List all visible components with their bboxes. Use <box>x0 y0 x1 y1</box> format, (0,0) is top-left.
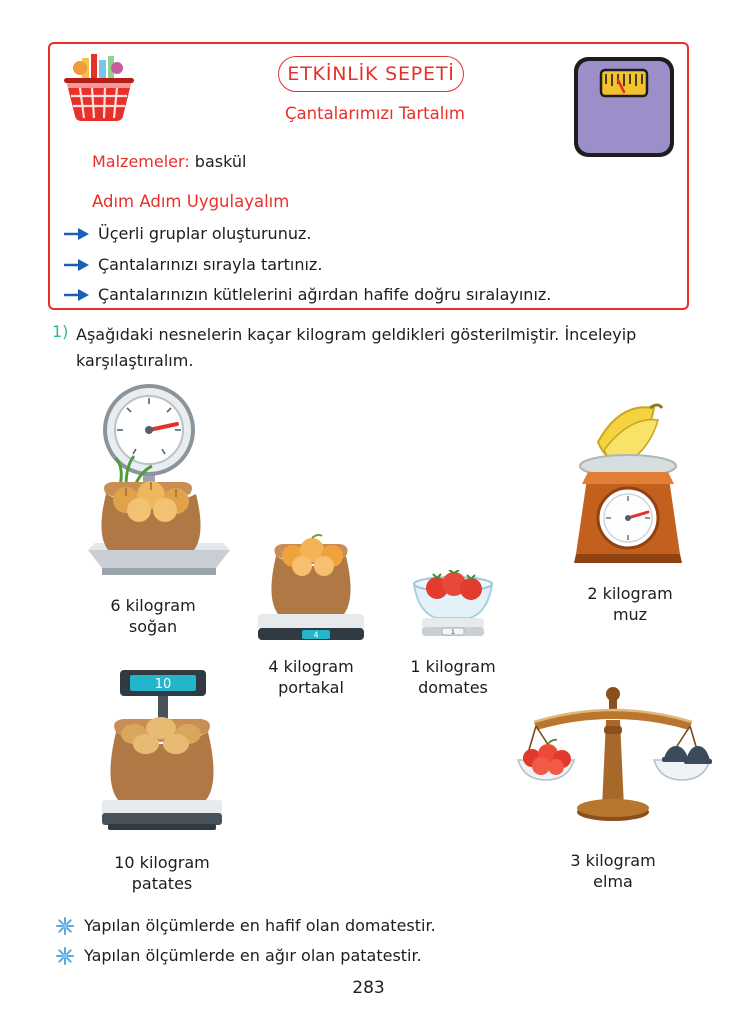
step-label: Çantalarınızın kütlelerini ağırdan hafife doğru sıralayınız. <box>98 285 552 304</box>
activity-box <box>48 42 689 310</box>
dial-scale-with-onion-sack-icon <box>48 382 258 587</box>
scale-display-value: 1 <box>450 628 456 636</box>
figure-weight: 10 kilogram <box>114 853 210 872</box>
note-label: Yapılan ölçümlerde en hafif olan domatestir. <box>84 916 436 935</box>
snowflake-bullet-icon <box>56 917 74 935</box>
arrow-right-icon <box>64 227 90 241</box>
digital-scale-with-potato-sack-icon <box>72 664 252 844</box>
arrow-right-icon <box>64 288 90 302</box>
scale-display-value: 10 <box>154 677 172 692</box>
figure-weight: 3 kilogram <box>570 851 656 870</box>
figure-caption <box>48 595 258 637</box>
figure-caption <box>392 656 514 698</box>
figure-item: portakal <box>278 678 344 697</box>
step-label: Üçerli gruplar oluşturunuz. <box>98 224 312 243</box>
figure-portakal <box>236 520 386 698</box>
figure-weight: 1 kilogram <box>410 657 496 676</box>
digital-scale-with-orange-sack-icon <box>236 520 386 648</box>
note-label: Yapılan ölçümlerde en ağır olan patatestir. <box>84 946 422 965</box>
figure-weight: 4 kilogram <box>268 657 354 676</box>
steps-heading: Adım Adım Uygulayalım <box>92 192 290 211</box>
step-item <box>64 224 311 243</box>
question-text: Aşağıdaki nesnelerin kaçar kilogram geldikleri gösterilmiştir. İnceleyip karşılaştıralım. <box>76 325 637 370</box>
figure-caption <box>508 850 718 892</box>
materials-line <box>92 152 246 171</box>
step-item <box>64 285 551 304</box>
figure-item: elma <box>593 872 633 891</box>
balance-scale-with-apples-icon <box>508 682 718 842</box>
bathroom-scale-icon <box>571 54 677 160</box>
figure-domates <box>392 570 514 698</box>
figure-patates <box>72 664 252 894</box>
figure-item: domates <box>418 678 488 697</box>
note-item <box>56 916 436 935</box>
activity-subtitle: Çantalarımızı Tartalım <box>285 104 465 123</box>
figure-sogan <box>48 382 258 637</box>
figure-item: patates <box>131 874 193 893</box>
figure-caption <box>540 583 720 625</box>
question-number: 1) <box>52 322 69 341</box>
materials-value: baskül <box>194 152 247 171</box>
kitchen-scale-with-tomatoes-icon <box>392 570 514 648</box>
figure-caption <box>236 656 386 698</box>
figure-item: soğan <box>128 617 178 636</box>
orange-dial-scale-with-bananas-icon <box>540 400 720 575</box>
scale-display-value: 4 <box>313 630 319 640</box>
figure-muz <box>540 400 720 625</box>
materials-label: Malzemeler: <box>92 152 190 171</box>
snowflake-bullet-icon <box>56 947 74 965</box>
page-number: 283 <box>352 978 385 998</box>
figure-elma <box>508 682 718 892</box>
note-item <box>56 946 422 965</box>
figure-caption <box>72 852 252 894</box>
figure-weight: 2 kilogram <box>587 584 673 603</box>
step-label: Çantalarınızı sırayla tartınız. <box>98 255 323 274</box>
figure-item: muz <box>612 605 648 624</box>
activity-title: ETKİNLİK SEPETİ <box>278 56 464 92</box>
step-item <box>64 255 322 274</box>
shopping-basket-icon <box>60 52 138 124</box>
arrow-right-icon <box>64 258 90 272</box>
figure-weight: 6 kilogram <box>110 596 196 615</box>
